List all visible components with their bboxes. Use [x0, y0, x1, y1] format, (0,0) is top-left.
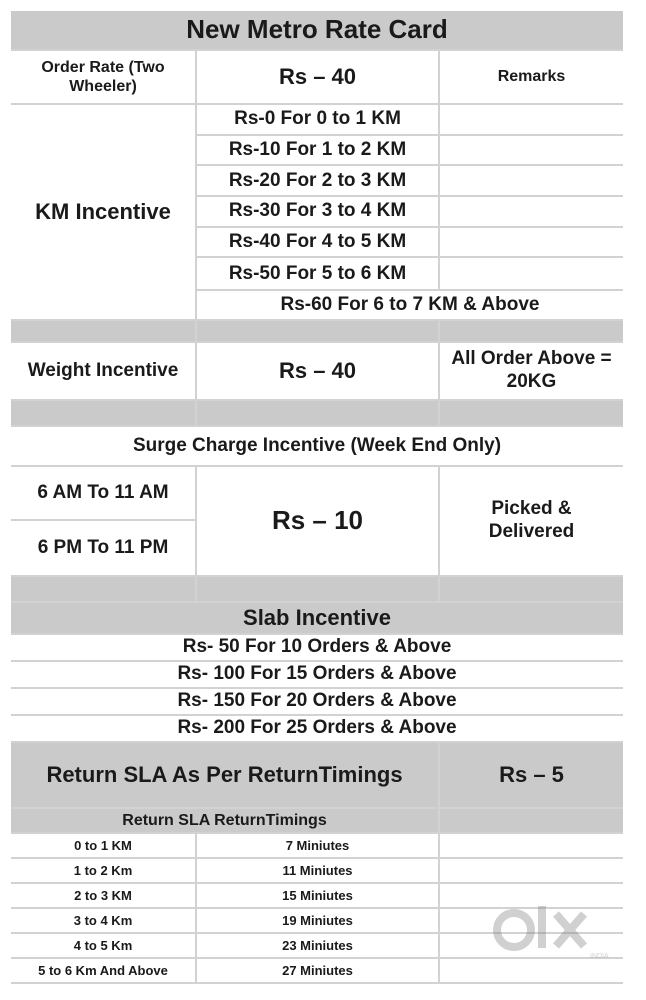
- surge-header: Surge Charge Incentive (Week End Only): [132, 434, 502, 456]
- remarks-header: Remarks: [497, 68, 566, 86]
- separator-cell: [11, 577, 197, 601]
- return-sla-value: Rs – 5: [440, 743, 623, 807]
- return-time: 23 Miniutes: [197, 934, 440, 957]
- separator-cell: [197, 577, 440, 601]
- surge-slot: 6 PM To 11 PM: [37, 537, 169, 558]
- return-time: 7 Miniutes: [197, 834, 440, 857]
- return-sla-header: Return SLA As Per ReturnTimings: [11, 743, 440, 807]
- return-distance: 2 to 3 KM: [11, 884, 197, 907]
- km-tier: Rs-0 For 0 to 1 KM: [197, 105, 438, 136]
- separator-cell: [440, 401, 623, 425]
- page-title: New Metro Rate Card: [11, 11, 623, 49]
- slab-row: [11, 635, 623, 662]
- empty-cell: [440, 834, 623, 857]
- empty-cell: [440, 136, 623, 167]
- empty-cell: [440, 228, 623, 259]
- return-distance: 0 to 1 KM: [11, 834, 197, 857]
- slab-tier: Rs- 150 For 20 Orders & Above: [177, 690, 457, 712]
- return-distance: 4 to 5 Km: [11, 934, 197, 957]
- olx-watermark-sub: INDIA: [590, 953, 609, 960]
- empty-cell: [440, 197, 623, 228]
- surge-remarks: Picked & Delivered: [488, 498, 575, 542]
- table-row: [11, 859, 623, 884]
- km-tier: Rs-20 For 2 to 3 KM: [197, 166, 438, 197]
- weight-incentive-remarks: All Order Above = 20KG: [451, 348, 612, 392]
- km-incentive-section: [11, 105, 623, 321]
- surge-header-row: [11, 427, 623, 467]
- separator-cell: [11, 321, 197, 341]
- km-incentive-label: KM Incentive: [11, 105, 197, 319]
- empty-cell: [440, 809, 623, 832]
- km-tier-last: Rs-60 For 6 to 7 KM & Above: [280, 294, 540, 315]
- rate-card-table: [11, 11, 623, 984]
- slab-row: [11, 662, 623, 689]
- separator-cell: [197, 321, 440, 341]
- km-tier: Rs-50 For 5 to 6 KM: [228, 262, 407, 284]
- separator-row: [11, 321, 623, 343]
- return-time: 15 Miniutes: [197, 884, 440, 907]
- surge-section: [11, 467, 623, 577]
- empty-cell: [440, 859, 623, 882]
- olx-watermark-logo: [492, 898, 612, 963]
- km-tier: Rs-40 For 4 to 5 KM: [197, 228, 438, 259]
- slab-row: [11, 689, 623, 716]
- separator-row: [11, 577, 623, 603]
- separator-cell: [440, 577, 623, 601]
- return-sla-header-row: [11, 743, 623, 809]
- table-row: [11, 834, 623, 859]
- return-distance: 1 to 2 Km: [11, 859, 197, 882]
- km-tier: Rs-10 For 1 to 2 KM: [197, 136, 438, 167]
- return-sla-subheader-row: [11, 809, 623, 834]
- separator-cell: [440, 321, 623, 341]
- surge-value: Rs – 10: [197, 467, 440, 575]
- return-distance: 5 to 6 Km And Above: [11, 959, 197, 982]
- return-time: 11 Miniutes: [197, 859, 440, 882]
- order-rate-row: [11, 51, 623, 105]
- empty-cell: [440, 258, 623, 289]
- weight-incentive-value: Rs – 40: [197, 343, 440, 399]
- order-rate-label: Order Rate (Two Wheeler): [11, 51, 197, 103]
- slab-tier: Rs- 200 For 25 Orders & Above: [177, 717, 457, 739]
- return-distance: 3 to 4 Km: [11, 909, 197, 932]
- surge-slot: 6 AM To 11 AM: [11, 467, 195, 521]
- return-sla-subheader: Return SLA ReturnTimings: [11, 809, 440, 832]
- weight-incentive-label: Weight Incentive: [11, 343, 197, 399]
- empty-cell: [440, 166, 623, 197]
- km-tier: Rs-30 For 3 to 4 KM: [197, 197, 438, 228]
- order-rate-value: Rs – 40: [197, 51, 440, 103]
- separator-row: [11, 401, 623, 427]
- separator-cell: [197, 401, 440, 425]
- slab-tier: Rs- 100 For 15 Orders & Above: [177, 663, 457, 685]
- slab-tier: Rs- 50 For 10 Orders & Above: [182, 636, 452, 658]
- return-time: 19 Miniutes: [197, 909, 440, 932]
- return-time: 27 Miniutes: [197, 959, 440, 982]
- title-row: [11, 11, 623, 51]
- slab-header: Slab Incentive: [11, 603, 623, 633]
- slab-header-row: [11, 603, 623, 635]
- weight-incentive-row: [11, 343, 623, 401]
- slab-row: [11, 716, 623, 743]
- separator-cell: [11, 401, 197, 425]
- empty-cell: [440, 105, 623, 136]
